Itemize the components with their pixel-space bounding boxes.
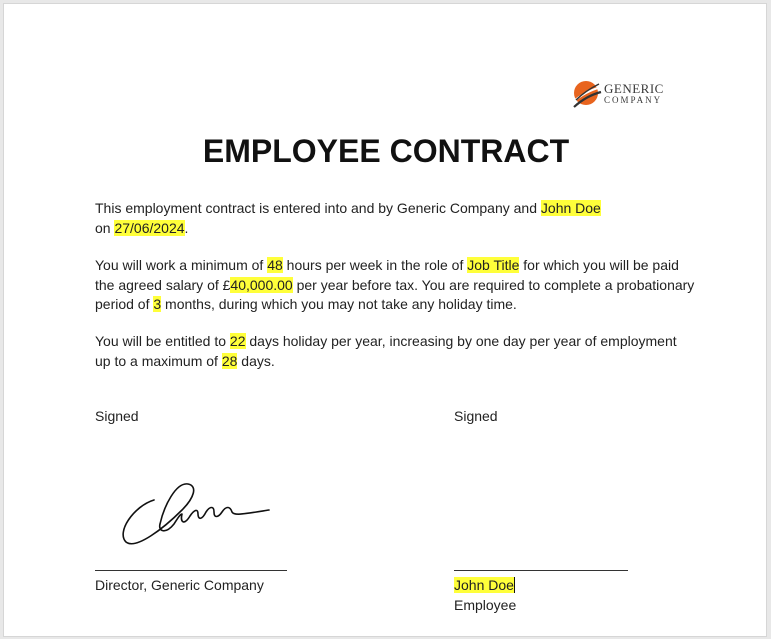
max-holiday-field[interactable]: 28 [221,352,238,369]
date-field[interactable]: 27/06/2024 [114,219,185,236]
paragraph-terms [95,256,695,315]
employee-signature-name[interactable] [454,577,515,593]
director-label: Director, Generic Company [95,577,264,593]
text: This employment contract is entered into and by Generic Company and [95,200,541,216]
text-cursor [514,577,515,593]
paragraph-holiday [95,332,695,371]
text: months, during which you may not take any holiday time. [161,296,517,312]
holiday-field[interactable]: 22 [229,333,246,349]
text: per year before tax. You are required to complete a probationary period of [95,276,695,312]
employee-label: Employee [454,597,517,613]
text: on [95,219,115,236]
hours-field[interactable]: 48 [267,257,283,273]
company-logo-icon [572,80,602,110]
employee-name-field[interactable]: John Doe [540,200,601,216]
document-page [3,3,767,637]
probation-field[interactable]: 3 [153,296,162,312]
text: hours per week in the role of [282,257,468,273]
logo-text-company: COMPANY [604,95,663,105]
text: days. [237,352,275,369]
role-field[interactable]: Job Title [467,257,520,273]
signature-line-right [454,570,628,571]
employee-name-highlight[interactable]: John Doe [454,577,514,593]
paragraph-intro [95,199,695,238]
document-title: EMPLOYEE CONTRACT [202,133,570,169]
signed-label-right: Signed [454,408,498,424]
text: days holiday per year, increasing by one day per year of employment up to a maximum of [95,333,677,369]
signature-line-left [95,570,287,571]
salary-field[interactable]: 40,000.00 [230,276,293,293]
director-signature [114,470,279,550]
text: for which you will be paid the agreed salary of £ [95,257,679,293]
company-logo [572,80,672,110]
text: You will work a minimum of [95,257,268,273]
text: . [184,219,189,236]
logo-text-generic: GENERIC [604,81,664,96]
text: You will be entitled to [95,333,230,349]
signed-label-left: Signed [95,408,139,424]
